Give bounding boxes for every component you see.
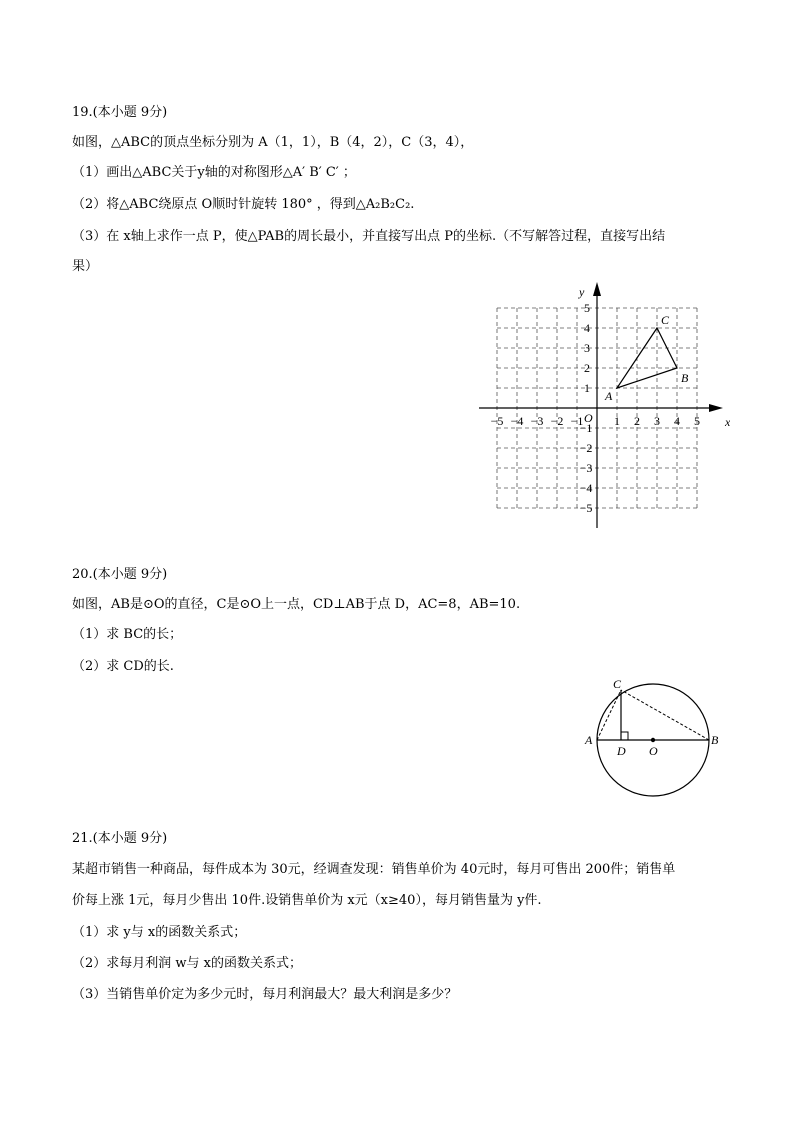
y-axis-label: y — [579, 285, 585, 299]
y-tick-label: −3 — [579, 461, 593, 475]
x-tick-label: 2 — [634, 414, 640, 428]
q21-part2: （2）求每月利润 w与 x的函数关系式； — [72, 956, 302, 971]
q21-part1: （1）求 y与 x的函数关系式； — [72, 925, 247, 940]
point-label-a: A — [605, 389, 613, 403]
x-tick-label: −5 — [490, 414, 504, 428]
x-tick-label: −1 — [570, 414, 584, 428]
q19-header: 19.(本小题 9分) — [72, 105, 168, 120]
label-o: O — [649, 744, 658, 758]
q20-part1: （1）求 BC的长； — [72, 627, 183, 642]
y-tick-label: 1 — [584, 381, 590, 395]
x-tick-label: −4 — [510, 414, 524, 428]
q19-intro: 如图，△ABC的顶点坐标分别为 A（1，1），B（4，2），C（3，4）， — [72, 135, 474, 150]
origin-label: O — [584, 411, 593, 425]
q20-intro: 如图，AB是⊙O的直径，C是⊙O上一点，CD⊥AB于点 D，AC=8，AB=10. — [72, 597, 521, 612]
q19-part3-line1: （3）在 x轴上求作一点 P，使△PAB的周长最小，并直接写出点 P的坐标.（不写解答过程，直接写出结 — [72, 229, 666, 244]
x-tick-label: −2 — [550, 414, 564, 428]
triangle-abc — [617, 328, 677, 388]
y-tick-label: −2 — [579, 441, 593, 455]
right-angle-mark — [621, 732, 628, 740]
q20-header: 20.(本小题 9分) — [72, 567, 168, 582]
q20-circle-figure — [580, 676, 730, 800]
x-axis-arrow — [709, 404, 723, 412]
x-tick-label: 3 — [654, 414, 660, 428]
q20-part2: （2）求 CD的长. — [72, 659, 174, 674]
y-tick-label: 5 — [584, 301, 590, 315]
q19-part3-line2: 果） — [72, 259, 99, 274]
y-tick-label: 4 — [584, 321, 590, 335]
y-tick-label: −4 — [579, 481, 593, 495]
label-d: D — [617, 744, 626, 758]
y-tick-label: 3 — [584, 341, 590, 355]
x-tick-label: 5 — [694, 414, 700, 428]
q21-header: 21.(本小题 9分) — [72, 831, 168, 846]
y-tick-label: 2 — [584, 361, 590, 375]
x-axis-label: x — [725, 415, 730, 429]
y-tick-label: −5 — [579, 501, 593, 515]
label-b: B — [711, 733, 719, 747]
q19-part1: （1）画出△ABC关于y轴的对称图形△A′ B′ C′ ； — [72, 165, 356, 180]
segment-ac — [597, 690, 621, 740]
q19-part2: （2）将△ABC绕原点 O顺时针旋转 180° ，得到△A₂B₂C₂. — [72, 197, 415, 212]
q21-part3: （3）当销售单价定为多少元时，每月利润最大？最大利润是多少？ — [72, 987, 458, 1002]
q21-line2: 价每上涨 1元，每月少售出 10件.设销售单价为 x元（x≥40），每月销售量为 y件. — [72, 893, 542, 908]
q19-coordinate-grid — [470, 280, 730, 536]
segment-bc — [621, 690, 709, 740]
label-a: A — [585, 733, 593, 747]
q21-line1: 某超市销售一种商品，每件成本为 30元，经调查发现：销售单价为 40元时，每月可售出 200件；销售单 — [72, 862, 676, 877]
center-dot — [651, 738, 655, 742]
x-tick-label: 1 — [614, 414, 620, 428]
point-label-b: B — [681, 371, 689, 385]
y-tick-label: −1 — [579, 421, 593, 435]
x-tick-label: −3 — [530, 414, 544, 428]
point-label-c: C — [661, 313, 670, 327]
y-axis-arrow — [593, 282, 601, 296]
x-tick-label: 4 — [674, 414, 680, 428]
label-c: C — [613, 677, 622, 691]
